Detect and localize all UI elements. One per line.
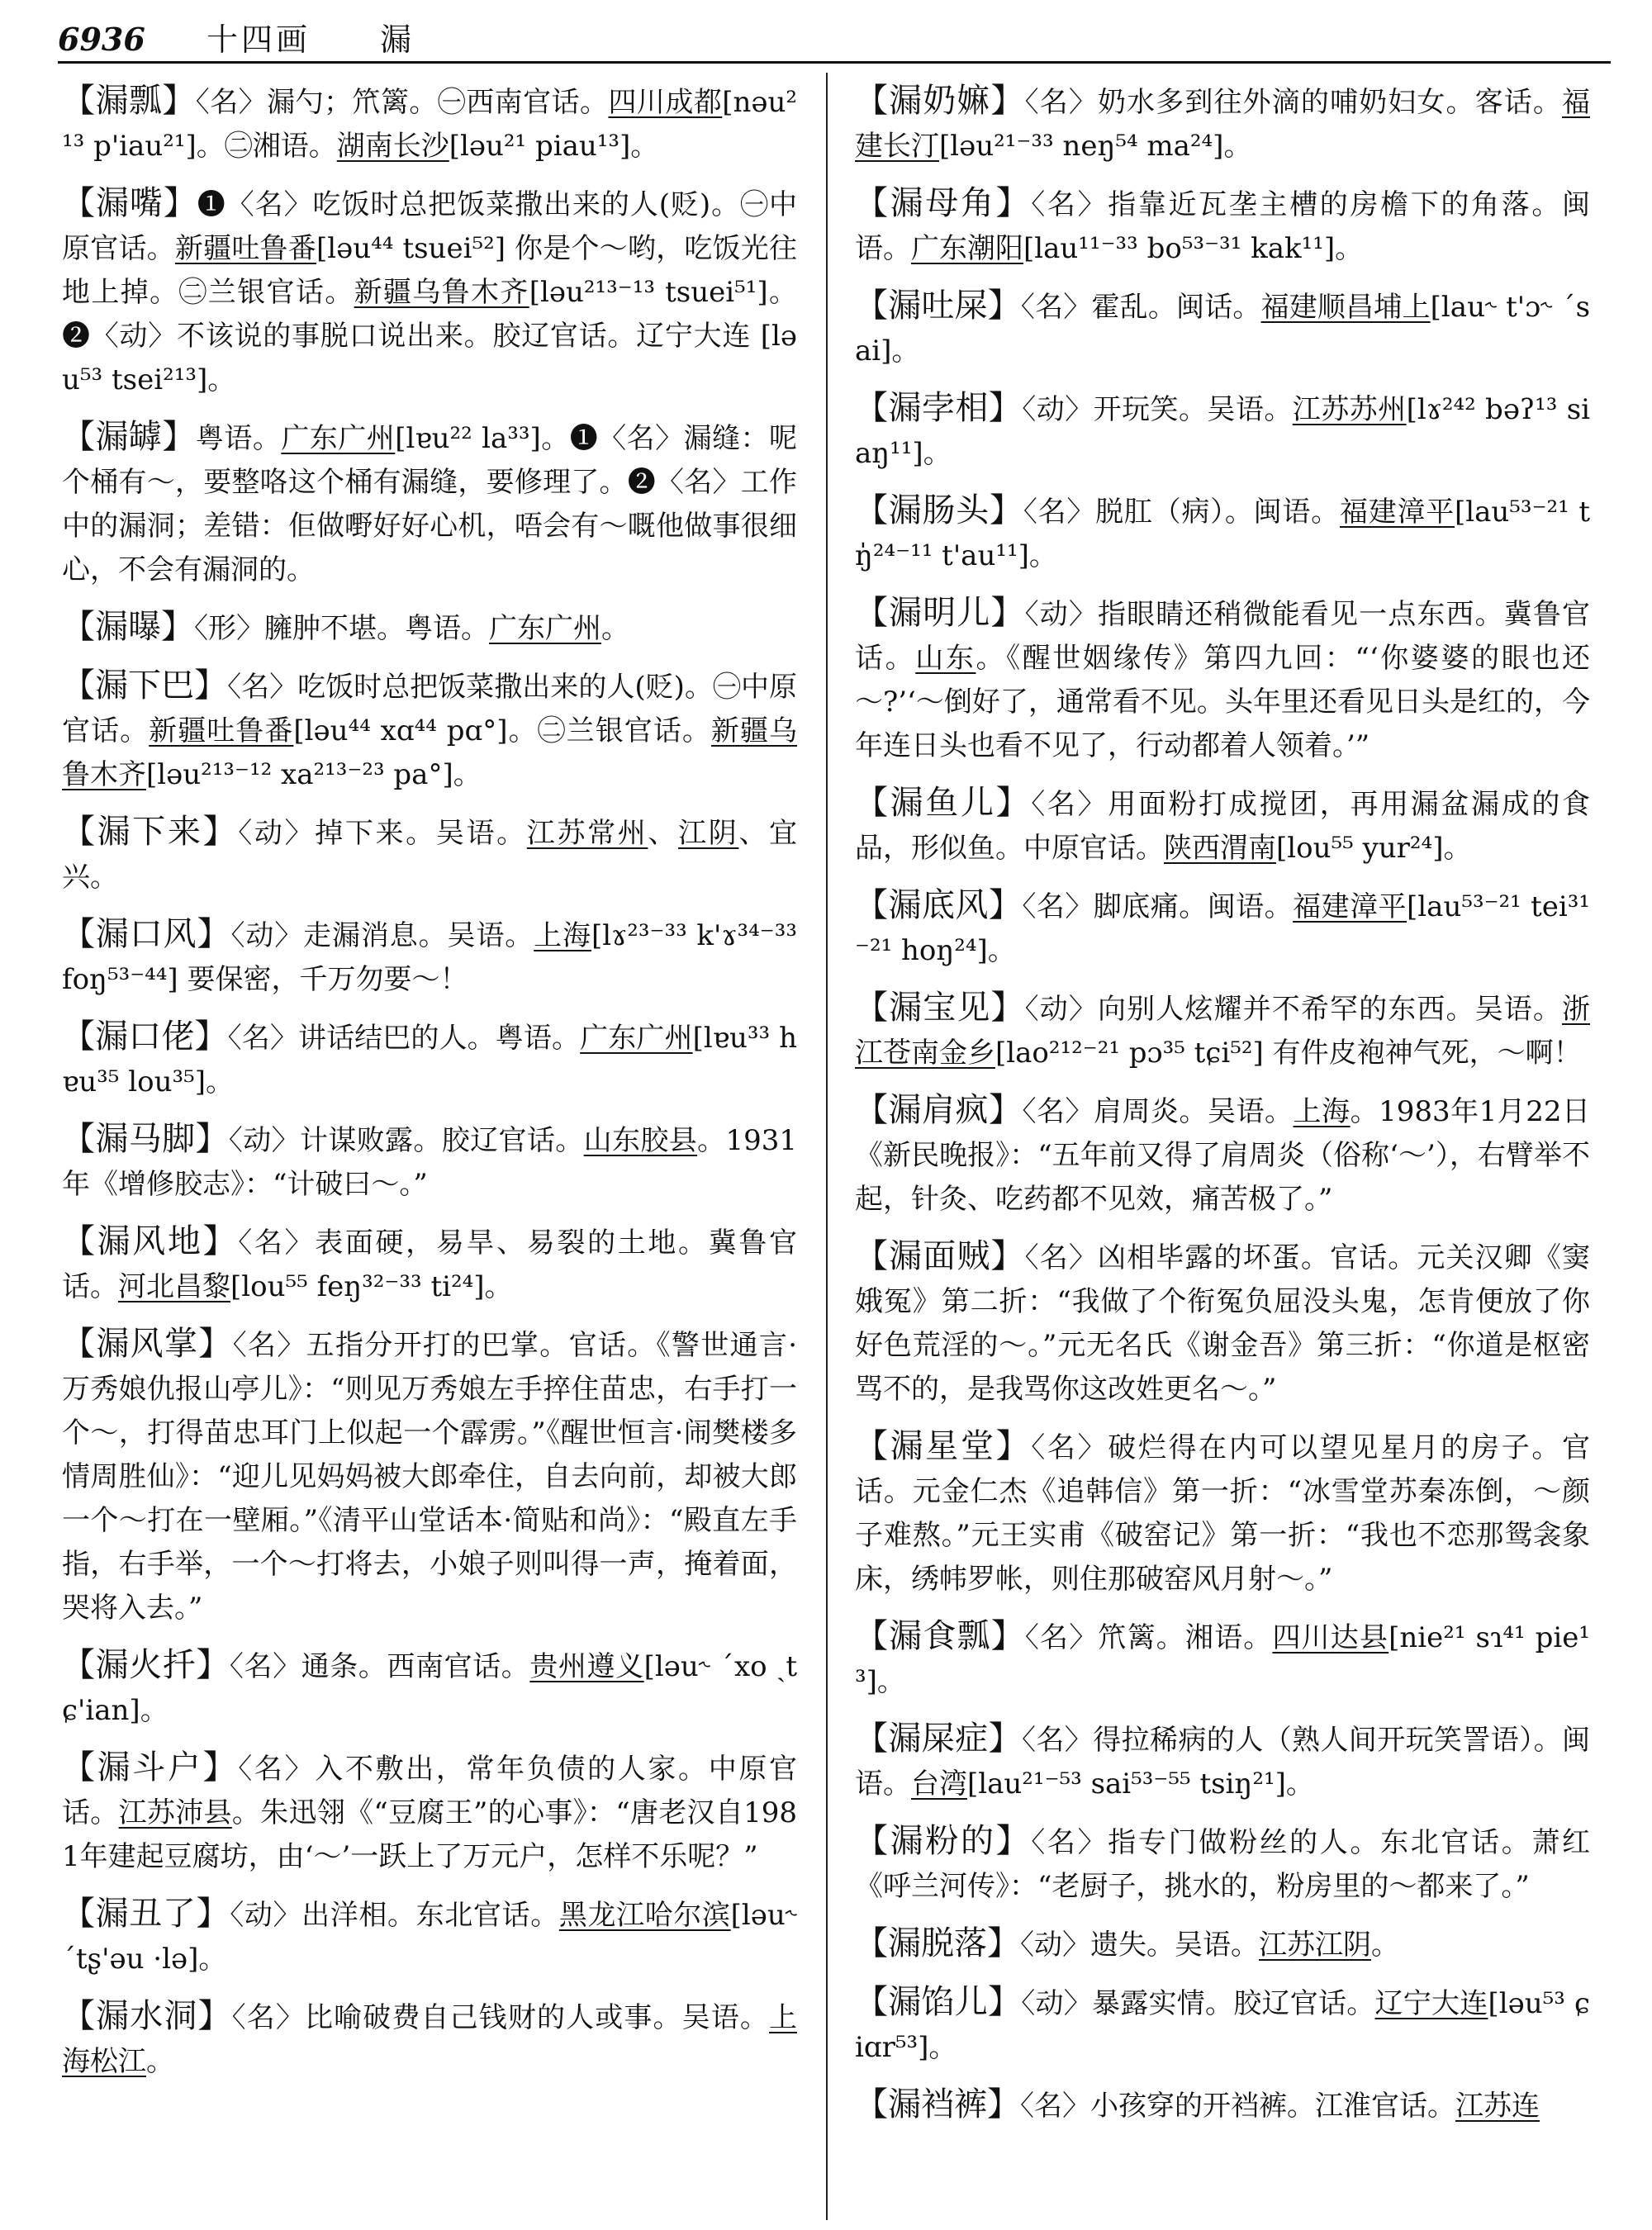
dictionary-entry: [62, 605, 797, 651]
place-name: 江苏苏州: [1292, 393, 1407, 426]
definition-text: [lau⁵³⁻²¹ tŋ̍²⁴⁻¹¹ t'au¹¹]。: [855, 496, 1591, 572]
dictionary-entry: [855, 284, 1590, 373]
definition-text: [lau⁵³⁻²¹ tei³¹⁻²¹ hoŋ²⁴]。: [855, 890, 1591, 967]
definition-text: [ləu²¹ piau¹³]。: [449, 130, 659, 163]
definition-text: 〈名〉脱肛（病）。闽语。: [1023, 496, 1340, 529]
definition-text: [lau²¹⁻⁵³ sai⁵³⁻⁵⁵ tsiŋ²¹]。: [967, 1767, 1314, 1801]
dictionary-entry: [855, 1089, 1590, 1222]
definition-text: 。: [601, 612, 629, 645]
definition-text: 〈名〉五指分开打的巴掌。官话。《警世通言·万秀娘仇报山亭儿》：“则见万秀娘左手捽住苗忠，右手打一个～，打得苗忠耳门上似起一个霹雳。”《醒世恒言·闹樊楼多情周胜仙》：“迎儿见妈妈被大郎牵住，自去向前，却被大郎一个～打在一壁厢。”《清平山堂话本·简贴和尚》：“殿直左手指，右手举，一个～打将去，小娘子则叫得一声，掩着面，哭将入去。”: [62, 1329, 797, 1625]
dictionary-entry: [62, 1015, 797, 1104]
place-name: 黑龙江哈尔滨: [558, 1899, 731, 1932]
definition-text: 。《醒世姻缘传》第四九回：“‘你婆婆的眼也还～?’‘～倒好了，通常看不见。头年里还看见日头是红的，今年连日头也看不见了，行动都着人领着。’”: [855, 642, 1590, 762]
definition-text: [ləu²¹⁻³³ neŋ⁵⁴ ma²⁴]。: [939, 130, 1252, 163]
definition-text: 〈动〉掉下来。吴语。: [238, 817, 527, 850]
dictionary-entry: [62, 913, 797, 1002]
place-name: 贵州遵义: [529, 1650, 644, 1683]
place-name: 台湾: [911, 1767, 967, 1801]
stroke-section: 十四画: [206, 21, 311, 58]
place-name: 湖南长沙: [336, 130, 449, 163]
definition-text: 〈形〉臃肿不堪。粤语。: [194, 612, 489, 645]
dictionary-entry: [62, 1117, 797, 1207]
definition-text: [ləu⁵³ ɕiɑr⁵³]。: [855, 1987, 1590, 2064]
dictionary-entry: [62, 79, 797, 168]
definition-text: 〈名〉奶水多到往外滴的哺奶妇女。客话。: [1024, 86, 1562, 119]
definition-text: 〈动〉走漏消息。吴语。: [230, 919, 534, 952]
headword: 【漏下巴】: [62, 667, 228, 705]
place-name: 江苏连: [1455, 2090, 1540, 2123]
place-name: 江苏江阴: [1259, 1929, 1371, 1962]
dictionary-entry: [855, 781, 1590, 871]
dictionary-entry: [62, 664, 797, 797]
definition-text: [nəu²¹³ p'iau²¹]。㊁湘语。: [62, 86, 798, 163]
headword: 【漏吐屎】: [855, 287, 1021, 325]
headword: 【漏肩疯】: [855, 1091, 1023, 1129]
place-name: 福建长汀: [855, 86, 1590, 163]
definition-text: ❶〈名〉吃饭时总把饭菜撒出来的人(贬)。㊀中原官话。: [62, 188, 798, 265]
definition-text: 。朱迅翎《“豆腐王”的心事》：“唐老汉自1981年建起豆腐坊，由‘～’一跃上了万元户，怎样不乐呢？”: [62, 1796, 798, 1873]
headword: 【漏口风】: [62, 915, 231, 953]
right-column: [855, 79, 1590, 2142]
definition-text: [ləu˞ ˊtʂ'əu ·lə]。: [62, 1899, 798, 1976]
place-name: 新疆吐鲁番: [174, 232, 316, 265]
definition-text: 〈名〉霍乱。闽话。: [1020, 291, 1261, 324]
place-name: 广东潮阳: [911, 232, 1023, 265]
definition-text: 〈名〉比喻破费自己钱财的人或事。吴语。: [231, 2001, 769, 2034]
definition-text: [ləu²¹³⁻¹² xa²¹³⁻²³ pa°]。: [146, 758, 482, 791]
dictionary-entry: [855, 1717, 1590, 1806]
headword: 【漏口佬】: [62, 1018, 228, 1056]
definition-text: 、宜兴。: [62, 817, 798, 894]
headword: 【漏奶嫲】: [855, 82, 1025, 120]
place-name: 上海: [534, 919, 591, 952]
header-character: 漏: [380, 21, 412, 58]
dictionary-entry: [62, 1322, 797, 1630]
definition-text: 〈名〉肩周炎。吴语。: [1022, 1095, 1294, 1128]
definition-text: [lɐu³³ hɐu³⁵ lou³⁵]。: [62, 1022, 798, 1098]
definition-text: 〈名〉脚底痛。闽语。: [1022, 890, 1294, 923]
definition-text: [lau¹¹⁻³³ bo⁵³⁻³¹ kak¹¹]。: [1023, 232, 1364, 265]
page-number: 6936: [58, 21, 145, 58]
dictionary-entry: [62, 182, 797, 402]
dictionary-entry: [855, 591, 1590, 768]
dictionary-entry: [855, 489, 1590, 578]
headword: 【漏曝】: [62, 608, 194, 646]
definition-text: 、: [648, 817, 679, 850]
definition-text: 。: [1371, 1929, 1399, 1962]
dictionary-entry: [855, 1425, 1590, 1601]
dictionary-entry: [62, 1995, 797, 2084]
headword: 【漏面贼】: [855, 1237, 1025, 1275]
headword: 【漏瓢】: [62, 82, 196, 120]
place-name: 山东: [915, 642, 976, 675]
dictionary-entry: [62, 1220, 797, 1309]
headword: 【漏斗户】: [62, 1748, 239, 1786]
definition-text: 。1931年《增修胶志》：“计破曰～。”: [62, 1124, 798, 1201]
definition-text: 〈名〉讲话结巴的人。粤语。: [227, 1022, 581, 1055]
place-name: 上海松江: [62, 2001, 797, 2078]
definition-text: 〈名〉得拉稀病的人（熟人间开玩笑詈语）。闽语。: [855, 1724, 1590, 1801]
definition-text: 〈动〉开玩笑。吴语。: [1022, 393, 1293, 426]
definition-text: 〈名〉入不敷出，常年负债的人家。中原官话。: [62, 1753, 798, 1829]
headword: 【漏裆裤】: [855, 2085, 1020, 2123]
place-name: 辽宁大连: [1374, 1987, 1488, 2020]
place-name: 新疆吐鲁番: [149, 714, 294, 747]
dictionary-entry: [855, 182, 1590, 271]
definition-text: 〈名〉破烂得在内可以望见星月的房子。官话。元金仁杰《追韩信》第一折：“冰雪堂苏秦冻倒，～颜子难熬。”元王实甫《破窑记》第一折：“我也不恋那鸳衾象床，绣帏罗帐，则住那破窑风月射～。”: [855, 1431, 1591, 1596]
place-name: 四川达县: [1272, 1621, 1389, 1654]
dictionary-entry: [855, 1235, 1590, 1412]
place-name: 福建漳平: [1339, 496, 1455, 529]
dictionary-entry: [855, 387, 1590, 476]
definition-text: 〈动〉暴露实情。胶辽官话。: [1021, 1987, 1375, 2020]
place-name: 浙江苍南金乡: [855, 993, 1590, 1070]
definition-text: 〈名〉凶相毕露的坏蛋。官话。元关汉卿《窦娥冤》第二折：“我做了个衔冤负屈没头鬼，怎肯便放了你好色荒淫的～。”元无名氏《谢金吾》第三折：“你道是枢密骂不的，是我骂你这改姓更名～。”: [855, 1241, 1590, 1406]
dictionary-entry: [855, 1981, 1590, 2070]
definition-text: 〈名〉指专门做粉丝的人。东北官话。萧红《呼兰河传》：“老厨子，挑水的，粉房里的～都来了。”: [855, 1826, 1591, 1903]
dictionary-entry: [855, 986, 1590, 1075]
definition-text: [ləu²¹³⁻¹³ tsuei⁵¹]。❷〈动〉不该说的事脱口说出来。胶辽官话。辽宁大连 [ləu⁵³ tsei²¹³]。: [62, 276, 798, 396]
place-name: 新疆乌鲁木齐: [354, 276, 529, 309]
definition-text: 〈名〉用面粉打成搅团，再用漏盆漏成的食品，形似鱼。中原官话。: [855, 788, 1591, 865]
headword: 【漏罅】: [62, 418, 196, 456]
definition-text: 〈动〉指眼睛还稍微能看见一点东西。冀鲁官话。: [855, 598, 1590, 675]
place-name: 江苏常州: [526, 817, 648, 850]
place-name: 四川成都: [608, 86, 723, 119]
headword: 【漏水洞】: [62, 1997, 232, 2035]
headword: 【漏宝见】: [855, 989, 1025, 1027]
definition-text: 〈名〉小孩穿的开裆裤。江淮官话。: [1020, 2090, 1455, 2123]
definition-text: [lao²¹²⁻²¹ pɔ³⁵ tɕi⁵²] 有件皮袍神气死，～啊！: [995, 1037, 1582, 1070]
headword: 【漏嘴】: [62, 184, 197, 222]
dictionary-entry: [855, 1615, 1590, 1704]
place-name: 江阴: [678, 817, 739, 850]
definition-text: 〈名〉通条。西南官话。: [229, 1650, 530, 1683]
definition-text: [ləu˞ ˊxo ˏtɕ'ian]。: [62, 1650, 798, 1727]
place-name: 山东胶县: [583, 1124, 698, 1157]
dictionary-entry: [855, 1922, 1590, 1967]
place-name: 新疆乌鲁木齐: [62, 714, 798, 791]
definition-text: [ləu⁴⁴ xɑ⁴⁴ pɑ°]。㊁兰银官话。: [293, 714, 711, 747]
definition-text: [lou⁵⁵ yur²⁴]。: [1276, 832, 1472, 865]
place-name: 广东广州: [489, 612, 601, 645]
definition-text: [lau˞ t'ɔ˞ ˊsai]。: [855, 291, 1591, 368]
dictionary-entry: [62, 1892, 797, 1981]
definition-text: 〈动〉出洋相。东北官话。: [230, 1899, 559, 1932]
definition-text: 〈动〉遗失。吴语。: [1020, 1929, 1259, 1962]
place-name: 江苏沛县: [118, 1796, 232, 1829]
dictionary-entry: [855, 884, 1590, 973]
place-name: 福建顺昌埔上: [1260, 291, 1431, 324]
dictionary-entry: [855, 2083, 1590, 2128]
definition-text: 〈名〉指靠近瓦垄主槽的房檐下的角落。闽语。: [855, 188, 1591, 265]
definition-text: 〈动〉向别人炫耀并不希罕的东西。吴语。: [1024, 993, 1562, 1026]
headword: 【漏下来】: [62, 813, 239, 851]
place-name: 广东广州: [580, 1022, 693, 1055]
headword: 【漏明儿】: [855, 594, 1025, 632]
place-name: 广东广州: [281, 422, 396, 455]
definition-text: 。1983年1月22日《新民晚报》：“五年前又得了肩周炎（俗称‘～’），右臂举不起，针灸、吃药都不见效，痛苦极了。”: [855, 1095, 1591, 1216]
dictionary-entry: [62, 810, 797, 899]
page-header: [58, 23, 1611, 56]
headword: 【漏风地】: [62, 1222, 239, 1260]
definition-text: 〈名〉笊篱。湘语。: [1024, 1621, 1273, 1654]
headword: 【漏马脚】: [62, 1120, 229, 1158]
definition-text: [ləu⁴⁴ tsuei⁵²] 你是个～哟，吃饭光往地上掉。㊁兰银官话。: [62, 232, 798, 309]
dictionary-entry: [855, 79, 1590, 168]
headword: 【漏孛相】: [855, 389, 1023, 427]
dictionary-entry: [62, 1644, 797, 1733]
definition-text: 〈名〉表面硬，易旱、易裂的土地。冀鲁官话。: [62, 1226, 798, 1303]
headword: 【漏脱落】: [855, 1924, 1020, 1962]
headword: 【漏丑了】: [62, 1895, 230, 1933]
definition-text: [lɐu²² la³³]。❶〈名〉漏缝：呢个桶有～，要整咯这个桶有漏缝，要修理了。❷〈名〉工作中的漏洞；差错：佢做嘢好好心机，唔会有～嘅他做事很细心，不会有漏洞的。: [62, 422, 798, 586]
left-column: [62, 79, 797, 2097]
definition-text: 〈动〉计谋败露。胶辽官话。: [228, 1124, 584, 1157]
headword: 【漏食瓢】: [855, 1617, 1025, 1655]
headword: 【漏母角】: [855, 184, 1032, 222]
headword: 【漏粉的】: [855, 1822, 1032, 1860]
definition-text: 。: [146, 2045, 174, 2078]
place-name: 陕西渭南: [1164, 832, 1276, 865]
place-name: 河北昌黎: [118, 1270, 230, 1303]
definition-text: [lɤ²⁴² bəʔ¹³ siaŋ¹¹]。: [855, 393, 1591, 470]
dictionary-entry: [62, 415, 797, 592]
headword: 【漏火扦】: [62, 1646, 230, 1684]
headword: 【漏风掌】: [62, 1325, 233, 1363]
definition-text: [lou⁵⁵ feŋ³²⁻³³ ti²⁴]。: [230, 1270, 513, 1303]
definition-text: [nie²¹ sɿ⁴¹ pie¹³]。: [855, 1621, 1591, 1698]
definition-text: [lɤ²³⁻³³ k'ɤ³⁴⁻³³ foŋ⁵³⁻⁴⁴] 要保密，千万勿要～！: [62, 919, 798, 996]
definition-text: 粤语。: [195, 422, 282, 455]
dictionary-entry: [855, 1820, 1590, 1909]
place-name: 上海: [1293, 1095, 1351, 1128]
definition-text: 〈名〉漏勺；笊篱。㊀西南官话。: [195, 86, 609, 119]
dictionary-entry: [62, 1746, 797, 1879]
headword: 【漏鱼儿】: [855, 784, 1032, 822]
headword: 【漏屎症】: [855, 1720, 1022, 1758]
headword: 【漏馅儿】: [855, 1983, 1022, 2021]
headword: 【漏星堂】: [855, 1427, 1032, 1465]
headword: 【漏底风】: [855, 886, 1023, 924]
headword: 【漏肠头】: [855, 491, 1023, 529]
column-divider: [826, 73, 828, 2220]
place-name: 福建漳平: [1293, 890, 1408, 923]
definition-text: 〈名〉吃饭时总把饭菜撒出来的人(贬)。㊀中原官话。: [62, 671, 798, 747]
header-rule: [58, 61, 1611, 64]
